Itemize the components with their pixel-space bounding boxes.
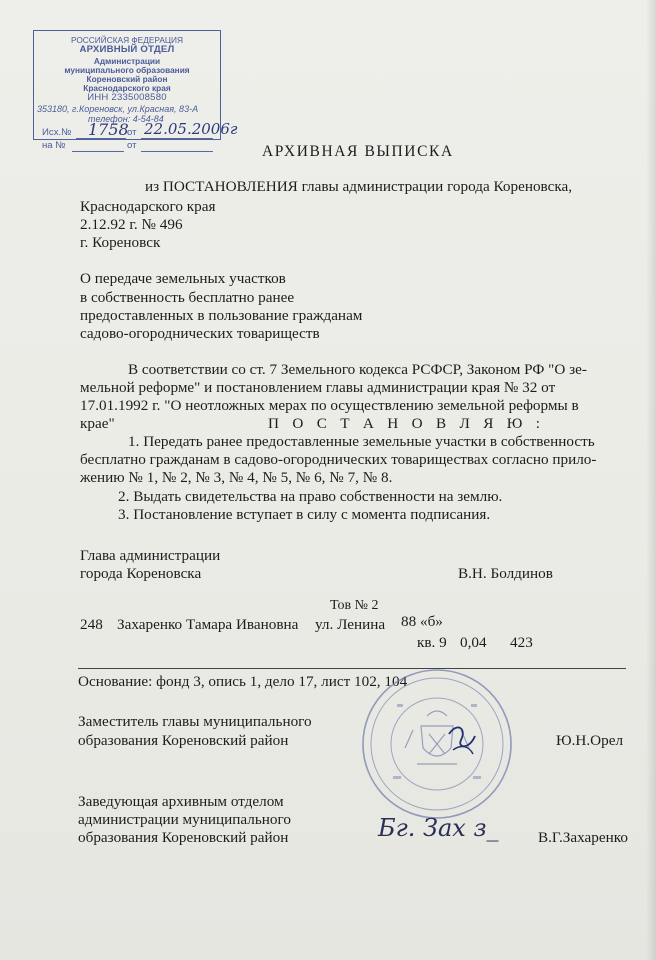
stamp-phone: телефон: 4-54-84 <box>88 114 164 124</box>
basis-line: Основание: фонд 3, опись 1, дело 17, лист 102, 104 <box>78 673 408 690</box>
stamp-line-3: Администрации <box>93 56 161 66</box>
partnership-label: Тов № 2 <box>330 598 379 613</box>
intro-line-2: Краснодарского края <box>80 198 216 215</box>
stamp-line-4: муниципального образования <box>64 65 190 75</box>
resolves-heading: П О С Т А Н О В Л Я Ю : <box>268 415 545 432</box>
stamp-line-2: АРХИВНЫЙ ОТДЕЛ <box>79 44 175 55</box>
deputy-name: Ю.Н.Орел <box>556 732 624 749</box>
archive-head-name: В.Г.Захаренко <box>538 829 628 846</box>
archive-head-title-line-2: администрации муниципального <box>78 811 291 828</box>
item-3: 3. Постановление вступает в силу с момента подписания. <box>118 506 491 523</box>
page-edge-shadow <box>646 0 656 960</box>
head-name: В.Н. Болдинов <box>458 565 553 582</box>
outgoing-date: 22.05.2006г <box>144 120 238 138</box>
entry-house: 88 «б» <box>401 613 443 630</box>
outgoing-label: Исх.№ <box>42 127 72 138</box>
incoming-label: на № <box>42 140 66 151</box>
entry-street: ул. Ленина <box>315 616 386 633</box>
head-title-line-1: Глава администрации <box>80 547 221 564</box>
subject-line-1: О передаче земельных участков <box>80 270 286 287</box>
entry-code: 423 <box>510 634 533 651</box>
stamp-line-6: Краснодарского края <box>83 83 171 93</box>
preamble-line-3: 17.01.1992 г. "О неотложных мерах по осуществлению земельной реформы в <box>80 397 579 414</box>
incoming-date-prefix: от <box>127 140 137 151</box>
entry-name: Захаренко Тамара Ивановна <box>117 616 299 633</box>
head-title-line-2: города Кореновска <box>80 565 202 582</box>
outgoing-number: 1758 <box>88 120 129 139</box>
separator-line <box>78 668 626 669</box>
entry-apartment: кв. 9 <box>417 634 447 651</box>
subject-line-3: предоставленных в пользование гражданам <box>80 307 363 324</box>
incoming-number-line <box>72 151 124 152</box>
stamp-address: 353180, г.Кореновск, ул.Красная, 83-А <box>37 104 199 114</box>
preamble-line-1: В соответствии со ст. 7 Земельного кодекса РСФСР, Законом РФ "О зе- <box>128 361 587 378</box>
deputy-title-line-2: образования Кореновский район <box>78 732 289 749</box>
decree-date-number: 2.12.92 г. № 496 <box>80 216 183 233</box>
item-1-line-3: жению № 1, № 2, № 3, № 4, № 5, № 6, № 7, № 8. <box>80 469 393 486</box>
item-2: 2. Выдать свидетельства на право собственности на землю. <box>118 488 503 505</box>
stamp-line-5: Кореновский район <box>86 74 168 84</box>
entry-area: 0,04 <box>460 634 487 651</box>
official-seal <box>357 664 517 824</box>
outgoing-date-line <box>141 138 213 139</box>
decree-place: г. Кореновск <box>80 234 161 251</box>
archive-head-title-line-1: Заведующая архивным отделом <box>78 793 284 810</box>
archive-head-signature: Бг. Зах з_ <box>378 814 499 842</box>
stamp-inn: ИНН 2335008580 <box>87 92 167 103</box>
stamp-line-1: РОССИЙСКАЯ ФЕДЕРАЦИЯ <box>71 35 183 45</box>
intro-line-1: из ПОСТАНОВЛЕНИЯ главы администрации города Кореновска, <box>145 178 573 195</box>
incoming-date-line <box>141 151 213 152</box>
item-1-line-1: 1. Передать ранее предоставленные земельные участки в собственность <box>128 433 595 450</box>
document-title: АРХИВНАЯ ВЫПИСКА <box>262 143 454 160</box>
preamble-line-2: мельной реформе" и постановлением главы администрации края № 32 от <box>80 379 556 396</box>
subject-line-2: в собственность бесплатно ранее <box>80 289 295 306</box>
preamble-line-4: крае" <box>80 415 115 432</box>
entry-number: 248 <box>80 616 103 633</box>
subject-line-4: садово-огороднических товариществ <box>80 325 320 342</box>
archive-head-title-line-3: образования Кореновский район <box>78 829 289 846</box>
deputy-title-line-1: Заместитель главы муниципального <box>78 713 312 730</box>
item-1-line-2: бесплатно гражданам в садово-огороднических товариществах согласно прило- <box>80 451 597 468</box>
outgoing-date-prefix: от <box>127 127 137 138</box>
